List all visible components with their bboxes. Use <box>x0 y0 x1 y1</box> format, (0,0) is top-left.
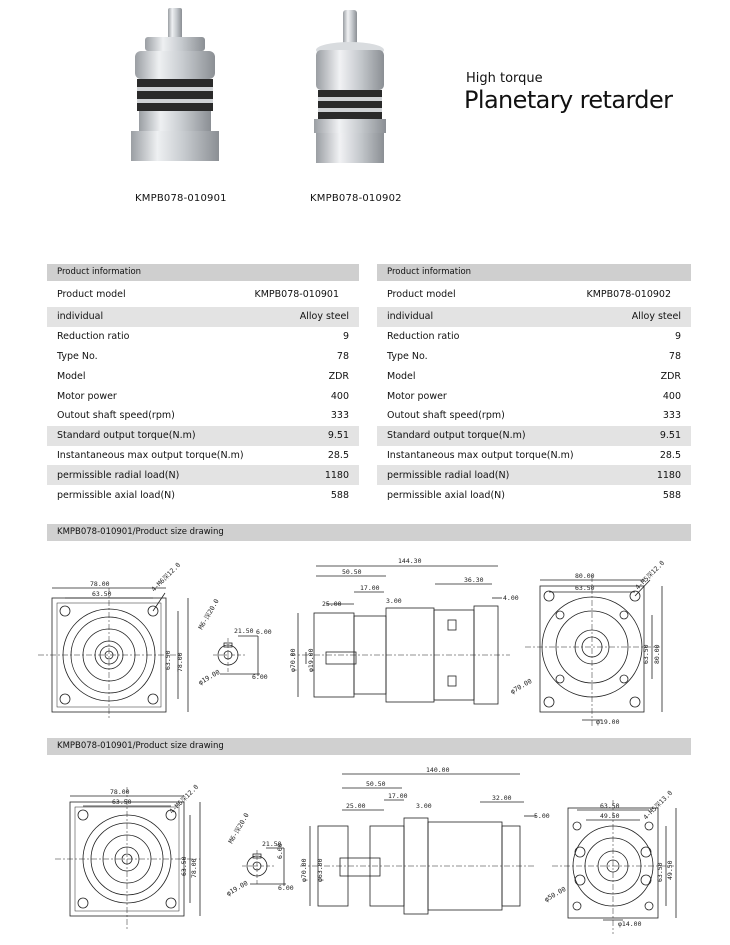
spec-row: Motor power 400 <box>387 390 681 402</box>
dim-label: 144.30 <box>398 557 422 565</box>
dim-label: 78.00 <box>176 652 184 672</box>
dim-label: M6-深20.0 <box>226 811 251 845</box>
dim-label: 6.00 <box>276 843 284 859</box>
spec-row: Instantaneous max output torque(N.m) 28.5 <box>57 449 349 461</box>
spec-table-header: Product information <box>47 264 359 281</box>
dim-label: 32.00 <box>492 794 512 802</box>
spec-row: Standard output torque(N.m) 9.51 <box>377 426 691 446</box>
spec-row: Instantaneous max output torque(N.m) 28.5 <box>387 449 681 461</box>
dim-label: 63.50 <box>600 802 620 810</box>
dim-label: 6.00 <box>278 884 294 892</box>
dim-label: 6.00 <box>252 673 268 681</box>
spec-row: Type No. 78 <box>387 350 681 362</box>
dim-label: 49.50 <box>666 860 674 880</box>
product-caption-1: KMPB078-010901 <box>135 193 227 204</box>
dim-label: 78.00 <box>110 788 130 796</box>
dim-label: 63.50 <box>575 584 595 592</box>
spec-table-header: Product information <box>377 264 691 281</box>
spec-row: Motor power 400 <box>57 390 349 402</box>
dim-label: 21.50 <box>234 627 254 635</box>
dim-label: 63.50 <box>642 644 650 664</box>
technical-drawing-2 <box>40 762 710 942</box>
spec-row: Product model KMPB078-010902 <box>387 288 671 300</box>
dim-label: 78.00 <box>190 858 198 878</box>
dim-label: 4-M6深12.0 <box>149 561 183 594</box>
dim-label: φ19.00 <box>596 718 620 726</box>
spec-table-2 <box>377 264 691 505</box>
dim-label: φ63.00 <box>316 858 324 882</box>
spec-row: Outout shaft speed(rpm) 333 <box>57 410 349 422</box>
dim-label: M6-深20.0 <box>196 597 221 631</box>
dim-label: φ14.00 <box>618 920 642 928</box>
dim-label: φ19.00 <box>307 648 315 672</box>
dim-label: φ70.00 <box>289 648 297 672</box>
drawing-section-bar-2: KMPB078-010901/Product size drawing <box>47 738 691 755</box>
spec-row: Product model KMPB078-010901 <box>57 288 339 300</box>
dim-label: 3.00 <box>416 802 432 810</box>
spec-row: Model ZDR <box>57 370 349 382</box>
product-image-1 <box>125 5 225 165</box>
dim-label: 63.50 <box>180 856 188 876</box>
dim-label: 6.00 <box>256 628 272 636</box>
dim-label: 63.50 <box>164 650 172 670</box>
dim-label: 63.50 <box>112 798 132 806</box>
dim-label: 25.00 <box>346 802 366 810</box>
dim-label: 3.00 <box>386 597 402 605</box>
spec-row: Reduction ratio 9 <box>57 331 349 343</box>
product-caption-2: KMPB078-010902 <box>310 193 402 204</box>
spec-row: individual Alloy steel <box>47 307 359 327</box>
spec-row: Outout shaft speed(rpm) 333 <box>387 410 681 422</box>
dim-label: 78.00 <box>90 580 110 588</box>
dim-label: φ70.00 <box>300 858 308 882</box>
dim-label: 25.00 <box>322 600 342 608</box>
dim-label: 49.50 <box>600 812 620 820</box>
dim-label: 80.00 <box>575 572 595 580</box>
dim-label: 17.00 <box>360 584 380 592</box>
drawing-section-bar-1: KMPB078-010901/Product size drawing <box>47 524 691 541</box>
dim-label: φ19.00 <box>225 879 250 898</box>
dim-label: 36.30 <box>464 576 484 584</box>
title-subtitle: High torque <box>466 71 543 86</box>
spec-row: permissible radial load(N) 1180 <box>47 465 359 485</box>
spec-row: permissible axial load(N) 588 <box>387 489 681 501</box>
spec-row: Model ZDR <box>387 370 681 382</box>
dim-label: 63.50 <box>656 862 664 882</box>
product-image-2 <box>300 5 400 165</box>
spec-row: Type No. 78 <box>57 350 349 362</box>
technical-drawing-1 <box>30 548 710 738</box>
dim-label: 4-M5深12.0 <box>633 559 667 592</box>
dim-label: 50.50 <box>342 568 362 576</box>
dim-label: φ50.00 <box>543 885 568 904</box>
dim-label: 50.50 <box>366 780 386 788</box>
dim-label: φ70.00 <box>509 677 534 696</box>
spec-row: permissible radial load(N) 1180 <box>377 465 691 485</box>
dim-label: φ19.00 <box>197 668 222 687</box>
dim-label: 4.00 <box>503 594 519 602</box>
dim-label: 4-M5深13.0 <box>641 789 675 822</box>
page-title: Planetary retarder <box>464 86 673 114</box>
spec-row: permissible axial load(N) 588 <box>57 489 349 501</box>
spec-row: individual Alloy steel <box>377 307 691 327</box>
spec-row: Standard output torque(N.m) 9.51 <box>47 426 359 446</box>
dim-label: 63.50 <box>92 590 112 598</box>
dim-label: 80.00 <box>653 644 661 664</box>
dim-label: 4-M6深12.0 <box>167 783 201 816</box>
dim-label: 140.00 <box>426 766 450 774</box>
dim-label: 21.50 <box>262 840 282 848</box>
dim-label: 17.00 <box>388 792 408 800</box>
dim-label: 5.00 <box>534 812 550 820</box>
spec-table-1 <box>47 264 359 505</box>
spec-row: Reduction ratio 9 <box>387 331 681 343</box>
